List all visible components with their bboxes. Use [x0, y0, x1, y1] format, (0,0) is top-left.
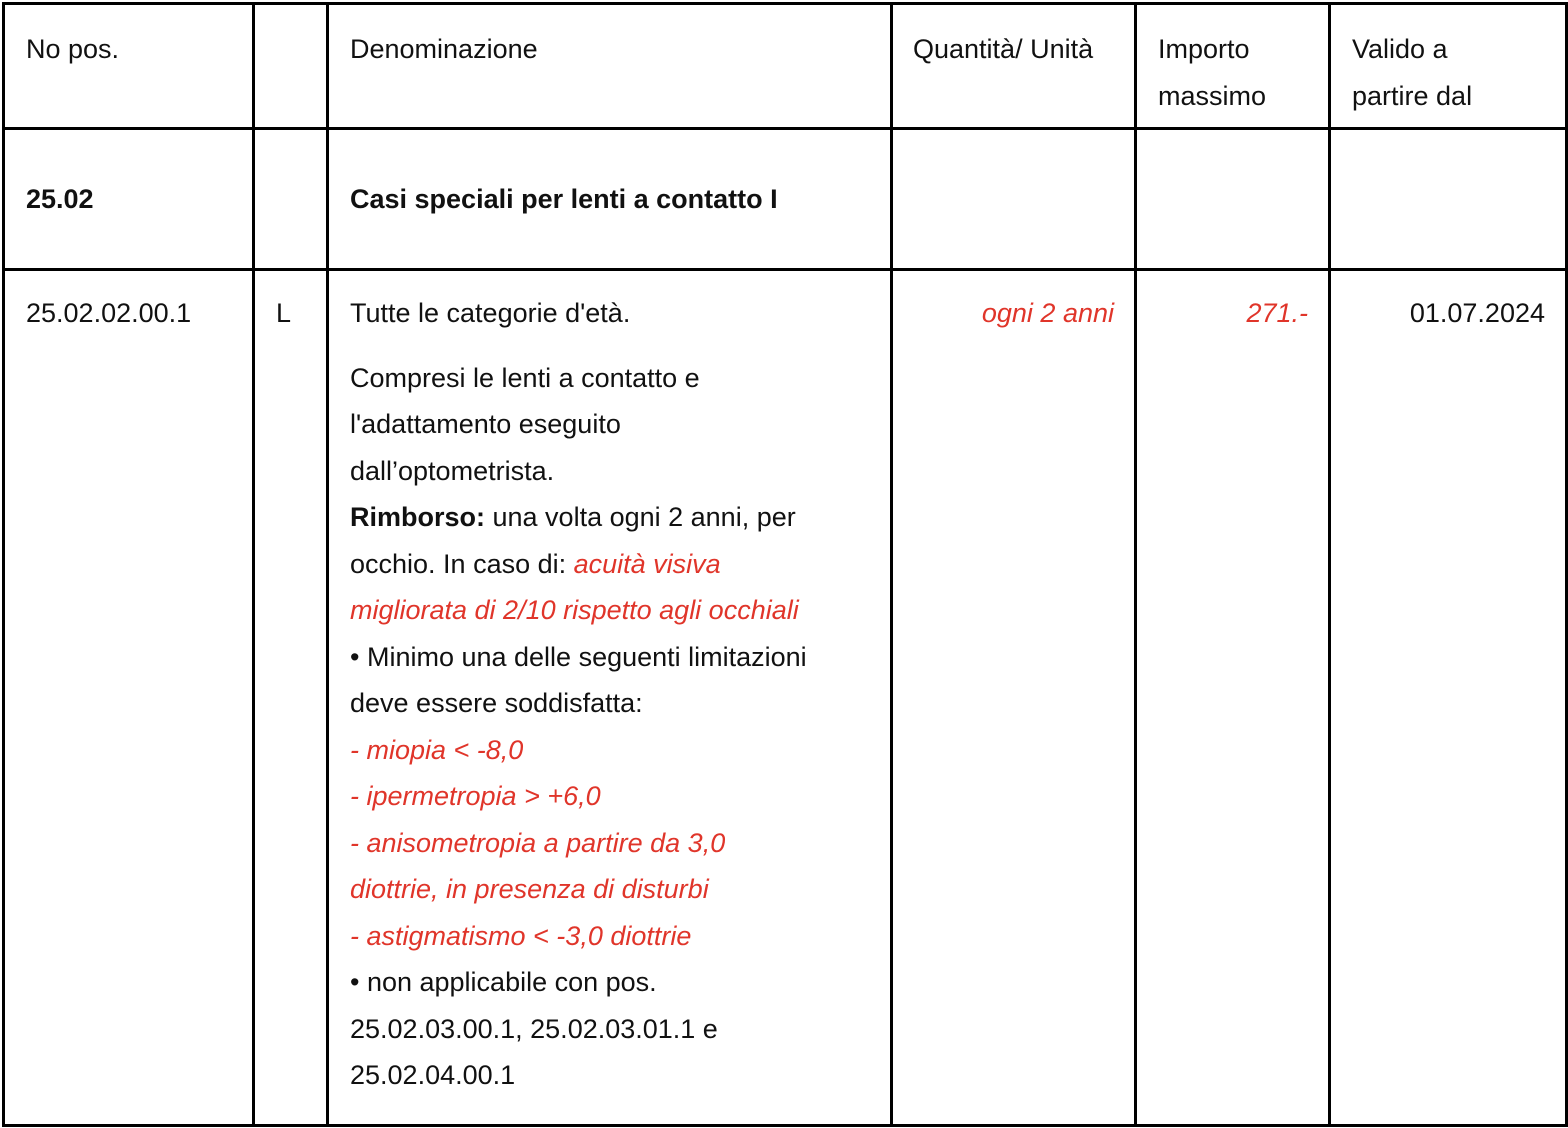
header-pos: No pos. — [4, 4, 254, 129]
refund-text-1: una volta ogni 2 anni, per — [485, 502, 796, 532]
desc-bullet2-3: 25.02.04.00.1 — [350, 1060, 516, 1090]
header-flag — [254, 4, 328, 129]
item-qty-text: ogni 2 anni — [981, 298, 1114, 328]
item-qty — [892, 270, 1136, 1126]
paragraph-gap — [350, 337, 869, 355]
header-name: Denominazione — [328, 4, 892, 129]
group-pos: 25.02 — [4, 129, 254, 270]
group-valid — [1330, 129, 1567, 270]
desc-refund-3: migliorata di 2/10 rispetto agli occhiali — [350, 595, 799, 625]
header-qty: Quantità/ Unità — [892, 4, 1136, 129]
desc-bullet2-2: 25.02.03.00.1, 25.02.03.01.1 e — [350, 1013, 718, 1044]
desc-included-2: l'adattamento eseguito — [350, 409, 621, 439]
desc-included-3: dall’optometrista. — [350, 455, 555, 486]
header-amount-line1: Importo — [1158, 34, 1250, 64]
item-row — [4, 270, 1567, 1126]
group-amount — [1136, 129, 1330, 270]
refund-label: Rimborso: — [350, 502, 485, 532]
header-row — [4, 4, 1567, 129]
header-amount-line2: massimo — [1158, 80, 1267, 111]
cond-hypermetropia: - ipermetropia > +6,0 — [350, 781, 601, 811]
header-valid — [1330, 4, 1567, 129]
group-name: Casi speciali per lenti a contatto I — [328, 129, 892, 270]
item-description — [328, 270, 892, 1126]
header-amount — [1136, 4, 1330, 129]
tariff-table — [2, 2, 1568, 1127]
refund-text-2: occhio. In caso di: — [350, 548, 574, 579]
desc-refund-1 — [350, 494, 869, 541]
cond-myopia: - miopia < -8,0 — [350, 734, 524, 765]
header-valid-line1: Valido a — [1352, 34, 1448, 64]
desc-bullet1-1: • Minimo una delle seguenti limitazioni — [350, 641, 807, 672]
desc-bullet2-1: • non applicabile con pos. — [350, 967, 657, 997]
group-row — [4, 129, 1567, 270]
item-amount — [1136, 270, 1330, 1126]
item-valid-from: 01.07.2024 — [1330, 270, 1567, 1126]
item-pos: 25.02.02.00.1 — [4, 270, 254, 1126]
item-amount-text: 271.- — [1246, 298, 1308, 328]
item-flag: L — [254, 270, 328, 1126]
desc-refund-2 — [350, 541, 869, 588]
group-qty — [892, 129, 1136, 270]
group-flag — [254, 129, 328, 270]
desc-age: Tutte le categorie d'età. — [350, 298, 631, 328]
desc-included-1: Compresi le lenti a contatto e — [350, 362, 700, 393]
desc-bullet1-2: deve essere soddisfatta: — [350, 688, 643, 718]
cond-anisometropia-2: diottrie, in presenza di disturbi — [350, 874, 709, 904]
cond-astigmatism: - astigmatismo < -3,0 diottrie — [350, 920, 692, 951]
refund-condition-1: acuità visiva — [573, 548, 721, 579]
cond-anisometropia-1: - anisometropia a partire da 3,0 — [350, 827, 726, 858]
header-valid-line2: partire dal — [1352, 80, 1473, 111]
